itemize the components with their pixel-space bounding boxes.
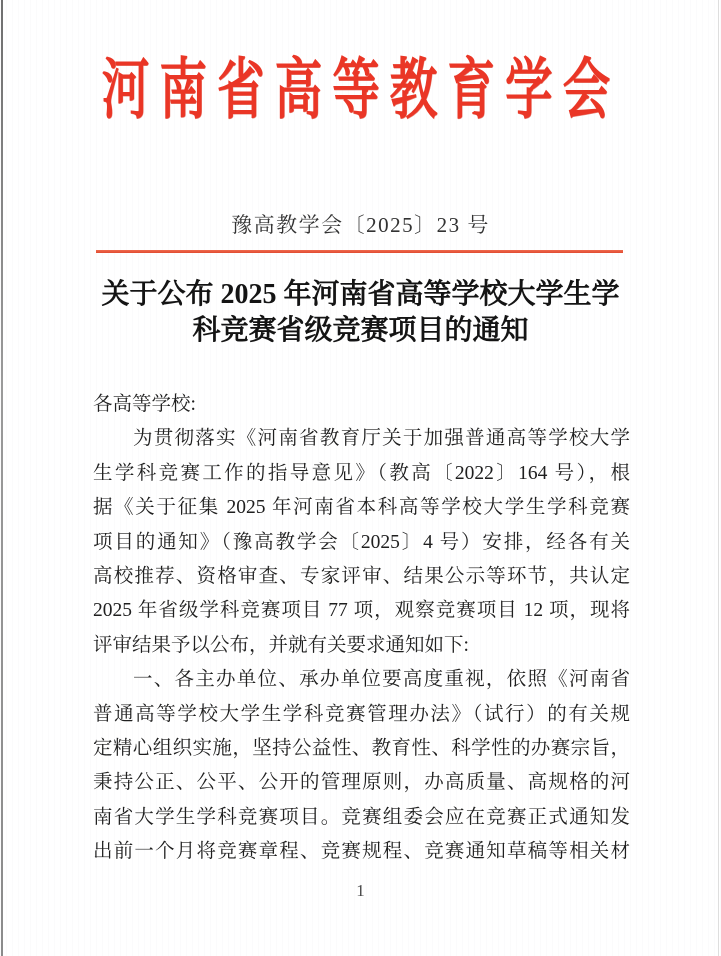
- doc-title-line2: 科竞赛省级竞赛项目的通知: [192, 315, 529, 346]
- doc-title-line1: 关于公布 2025 年河南省高等学校大学生学: [101, 279, 620, 310]
- body-line: 项目的通知》（豫高教学会〔2025〕4 号）安排，经各有关: [93, 531, 630, 553]
- body-line: 生学科竞赛工作的指导意见》（教高〔2022〕164 号），根: [93, 462, 630, 484]
- body-line: 评审结果予以公布，并就有关要求通知如下:: [93, 634, 469, 656]
- document-body: [93, 388, 630, 870]
- body-line: 普通高等学校大学生学科竞赛管理办法》（试行）的有关规: [93, 703, 630, 725]
- body-line: 高校推荐、资格审查、专家评审、结果公示等环节，共认定: [93, 566, 630, 588]
- org-header: [0, 54, 721, 128]
- body-line: 出前一个月将竞赛章程、竞赛规程、竞赛通知草稿等相关材: [93, 841, 630, 863]
- org-title: 河南省高等教育学会: [101, 54, 620, 127]
- body-line: 南省大学生学科竞赛项目。竞赛组委会应在竞赛正式通知发: [93, 806, 630, 828]
- page-number: 1: [356, 881, 365, 900]
- doc-title: [0, 277, 721, 349]
- scan-edge-left: [1, 0, 3, 956]
- body-line: 据《关于征集 2025 年河南省本科高等学校大学生学科竞赛: [93, 497, 630, 519]
- body-line: 2025 年省级学科竞赛项目 77 项，观察竞赛项目 12 项，现将: [93, 600, 630, 622]
- body-line: 为贯彻落实《河南省教育厅关于加强普通高等学校大学: [133, 428, 630, 450]
- body-line: 定精心组织实施，坚持公益性、教育性、科学性的办赛宗旨，: [93, 738, 630, 760]
- doc-number: 豫高教学会〔2025〕23 号: [231, 213, 490, 237]
- body-line: 一、各主办单位、承办单位要高度重视，依照《河南省: [133, 669, 630, 691]
- red-divider-rule: [96, 250, 623, 253]
- scan-edge-right: [718, 0, 719, 956]
- salutation: 各高等学校:: [93, 394, 196, 415]
- body-line: 秉持公正、公平、公开的管理原则，办高质量、高规格的河: [93, 772, 630, 794]
